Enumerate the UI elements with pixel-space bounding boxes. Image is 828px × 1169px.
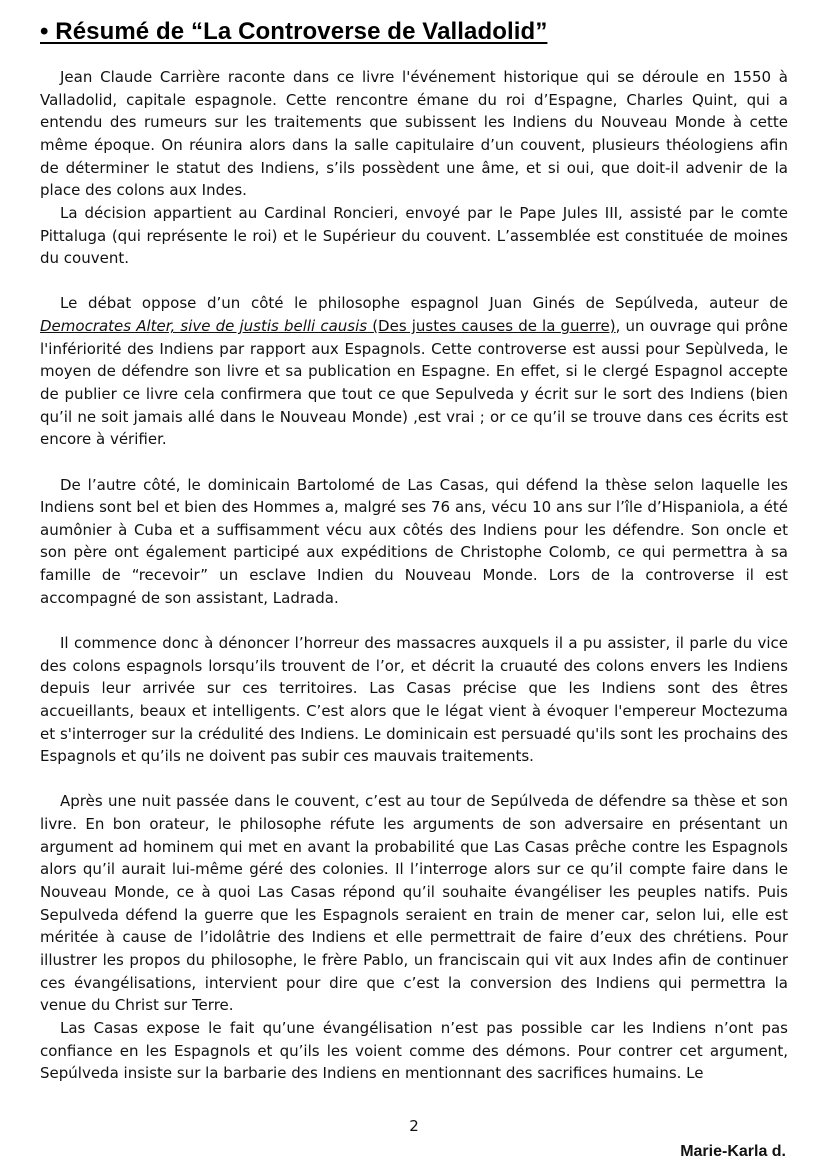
paragraph-spacer	[40, 768, 788, 791]
paragraph-sepulveda-thesis: Après une nuit passée dans le couvent, c’est au tour de Sepúlveda de défendre sa thèse et son livre. En bon orateur, le philosophe réfute les arguments de son adversaire en présentant un argument ad hominem qui met en avant la probabilité que Las Casas prêche contre les Espagnols alors qu’il aurait lui-même géré des colonies. Il l’interroge alors sur ce qu’il compte faire dans le Nouveau Monde, ce à quoi Las Casas répond qu’il souhaite évangéliser les peuples natifs. Puis Sepulveda défend la guerre que les Espagnols seraient en train de mener car, selon lui, elle est méritée à cause de l’idolâtrie des Indiens et elle permettrait de faire d’eux des chrétiens. Pour illustrer les propos du philosophe, le frère Pablo, un franciscain qui vit aux Indes afin de continuer ces évangélisations, intervient pour dire que c’est la conversion des Indiens qui permettra la venue du Christ sur Terre.	[40, 792, 788, 1015]
page-title: • Résumé de “La Controverse de Valladolid”	[40, 18, 548, 45]
paragraph-decision: La décision appartient au Cardinal Roncieri, envoyé par le Pape Jules III, assisté par le comte Pittaluga (qui représente le roi) et le Supérieur du couvent. L’assemblée est constituée de moines du couvent.	[40, 203, 788, 268]
book-title: Democrates Alter, sive de justis belli causis	[40, 317, 368, 336]
book-title-translation: (Des justes causes de la guerre)	[367, 317, 616, 336]
summary-text	[40, 66, 788, 1085]
paragraph-evangelisation: Las Casas expose le fait qu’une évangélisation n’est pas possible car les Indiens n’ont pas confiance en les Espagnols et qu’ils les voient comme des démons. Pour contrer cet argument, Sepúlveda insiste sur la barbarie des Indiens en mentionnant des sacrifices humains. Le	[40, 1018, 788, 1083]
paragraph-intro: Jean Claude Carrière raconte dans ce livre l'événement historique qui se déroule en 1550 à Valladolid, capitale espagnole. Cette rencontre émane du roi d’Espagne, Charles Quint, qui a entendu des rumeurs sur les traitements que subissent les Indiens du Nouveau Monde à cette même époque. On réunira alors dans la salle capitulaire d’un couvent, plusieurs théologiens afin de déterminer le statut des Indiens, s’ils possèdent une âme, et si oui, que doit-il advenir de la place des colons aux Indes.	[40, 68, 788, 200]
paragraph-massacres: Il commence donc à dénoncer l’horreur des massacres auxquels il a pu assister, il parle du vice des colons espagnols lorsqu’ils trouvent de l’or, et décrit la cruauté des colons envers les Indiens depuis leur arrivée sur ces territoires. Las Casas précise que les Indiens sont des êtres accueillants, beaux et intelligents. C’est alors que le légat vient à évoquer l'empereur Moctezuma et s'interroger sur la crédulité des Indiens. Le dominicain est persuadé qu'ils sont les prochains des Espagnols et qu’ils ne doivent pas subir ces mauvais traitements.	[40, 633, 788, 766]
paragraph-las-casas: De l’autre côté, le dominicain Bartolomé de Las Casas, qui défend la thèse selon laquelle les Indiens sont bel et bien des Hommes a, malgré ses 76 ans, vécu 10 ans sur l’île d’Hispaniola, a été aumônier à Cuba et a suffisamment vécu aux côtés des Indiens pour les défendre. Son oncle et son père ont également participé aux expéditions de Christophe Colomb, ce qui permettra à sa famille de “recevoir” un esclave Indien du Nouveau Monde. Lors de la controverse il est accompagné de son assistant, Ladrada.	[40, 475, 788, 607]
paragraph-spacer	[40, 609, 788, 632]
page-number: 2	[409, 1117, 419, 1135]
paragraph-sepulveda-start: Le débat oppose d’un côté le philosophe espagnol Juan Ginés de Sepúlveda, auteur de	[60, 294, 788, 313]
paragraph-spacer	[40, 270, 788, 293]
author-name: Marie-Karla d.	[680, 1143, 786, 1160]
paragraph-sepulveda-end: , un ouvrage qui prône l'infériorité des Indiens par rapport aux Espagnols. Cette controverse est aussi pour Sepùlveda, le moyen de défendre son livre et sa publication en Espagne. En effet, si le clergé Espagnol accepte de publier ce livre cela confirmera que tout ce que Sepulveda y écrit sur le sort des Indiens (bien qu’il ne soit jamais allé dans le Nouveau Monde) ,est vrai ; or ce qu’il se trouve dans ces écrits est encore à vérifier.	[40, 317, 788, 449]
paragraph-spacer	[40, 451, 788, 474]
paragraph-sepulveda	[40, 292, 788, 451]
